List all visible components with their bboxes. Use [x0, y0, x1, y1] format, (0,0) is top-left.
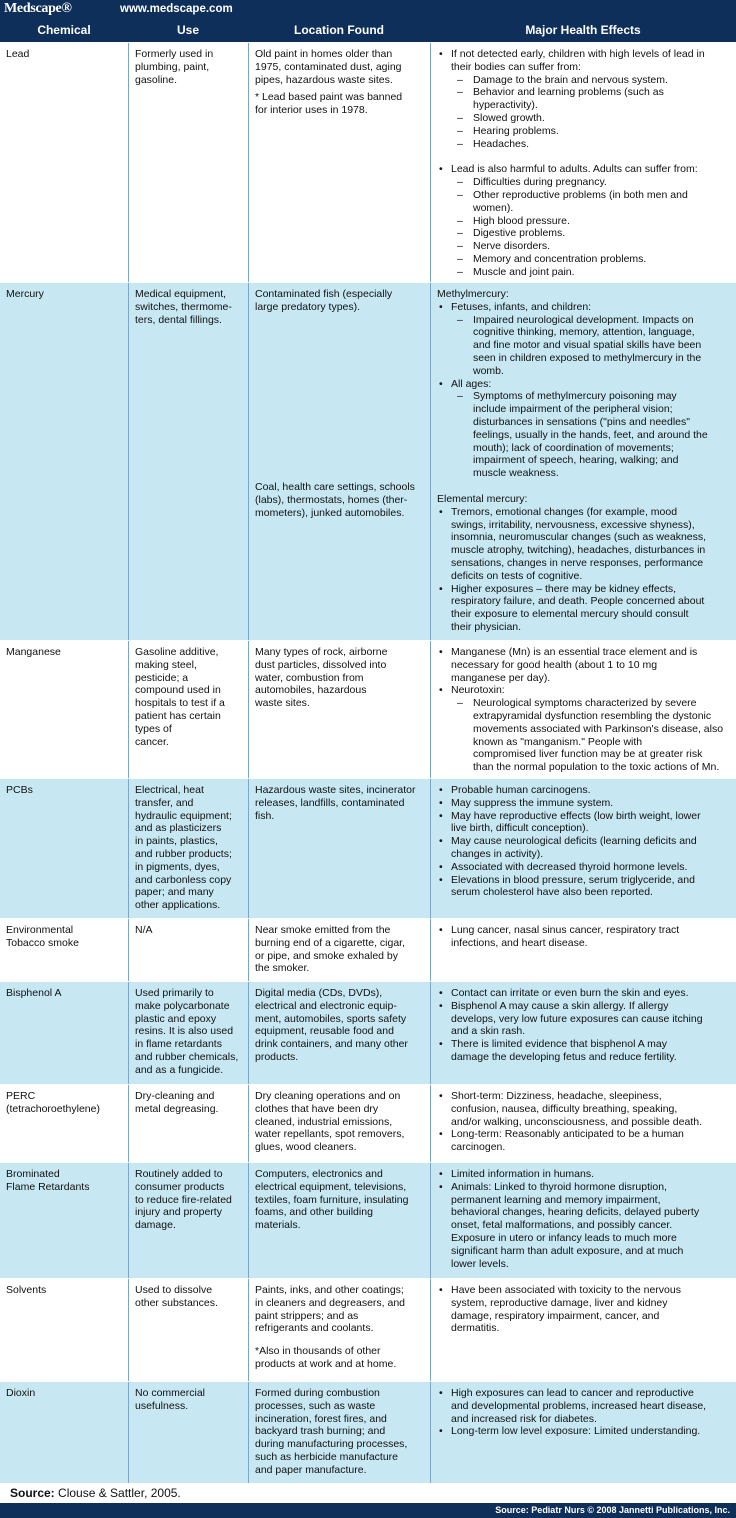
table-row-manganese — [0, 640, 736, 778]
health-effects-cell — [430, 779, 736, 918]
use-cell: Electrical, heat transfer, and hydraulic equipment; and as plasticizers in paints, plastics, and rubber products; in pigments, dyes, and carbonless copy paper; and many other applications. — [128, 779, 248, 918]
col-header-use: Use — [176, 23, 199, 37]
use-cell: Routinely added to consumer products to reduce fire-related injury and property damage. — [128, 1163, 248, 1278]
use-cell: Dry-cleaning and metal degreasing. — [128, 1085, 248, 1162]
use-cell: Used to dissolve other substances. — [128, 1279, 248, 1381]
effect-bullet: • Neurotoxin: — [437, 684, 731, 697]
effect-bullet: • Animals: Linked to thyroid hormone disruption, permanent learning and memory impairment, behavioral changes, hearing deficits, delayed puberty onset, fetal malformations, and possibly cancer. Exposure in utero or infancy leads to much more significant harm than adult exposure, and at much lower levels. — [437, 1181, 731, 1271]
location-cell: Computers, electronics and electrical equipment, televisions, textiles, foam furniture, insulating foams, and other building materials. — [248, 1163, 430, 1278]
health-effects-cell — [430, 1085, 736, 1162]
effect-bullet: • Limited information in humans. — [437, 1168, 731, 1181]
location-cell: Hazardous waste sites, incinerator releases, landfills, contaminated fish. — [248, 779, 430, 918]
effect-subitem: – Hearing problems. — [437, 125, 731, 138]
chemical-cell: Dioxin — [6, 1387, 36, 1399]
footer-credit: Source: Pediatr Nurs © 2008 Jannetti Publications, Inc. — [0, 1503, 736, 1518]
use-cell: Formerly used in plumbing, paint, gasoline. — [128, 43, 248, 282]
effect-subitem: – Slowed growth. — [437, 112, 731, 125]
site-url[interactable]: www.medscape.com — [120, 3, 233, 15]
chemical-cell: Mercury — [6, 288, 44, 300]
chemical-cell: Solvents — [6, 1284, 47, 1296]
source-text: Clouse & Sattler, 2005. — [54, 1486, 181, 1500]
effect-bullet: • Elevations in blood pressure, serum triglyceride, and serum cholesterol have also been reported. — [437, 874, 731, 900]
effect-bullet: • Contact can irritate or even burn the skin and eyes. — [437, 987, 731, 1000]
table-header — [0, 18, 736, 42]
use-cell: Used primarily to make polycarbonate plastic and epoxy resins. It is also used in flame retardants and rubber chemicals, and as a fungicide. — [128, 982, 248, 1084]
effect-subitem: – Muscle and joint pain. — [437, 266, 731, 279]
effect-heading: Elemental mercury: — [437, 492, 528, 505]
health-effects-cell — [430, 641, 736, 778]
effect-bullet: • Lead is also harmful to adults. Adults can suffer from: — [437, 163, 731, 176]
location-cell: Near smoke emitted from the burning end of a cigarette, cigar, or pipe, and smoke exhaled by the smoker. — [248, 919, 430, 981]
effect-bullet: • If not detected early, children with high levels of lead in their bodies can suffer from: — [437, 48, 731, 74]
location-cell — [248, 283, 430, 640]
use-cell: Medical equipment, switches, thermome- ters, dental fillings. — [128, 283, 248, 640]
chemical-cell: PCBs — [6, 784, 33, 796]
table-row-lead — [0, 42, 736, 282]
col-header-health-effects: Major Health Effects — [525, 23, 641, 37]
location-cell: Dry cleaning operations and on clothes that have been dry cleaned, industrial emissions, water repellants, spot removers, glues, wood cleaners. — [248, 1085, 430, 1162]
effect-subitem: – Nerve disorders. — [437, 240, 731, 253]
location-cell: Formed during combustion processes, such as waste incineration, forest fires, and backyard trash burning; and during manufacturing processes, such as herbicide manufacture and paper manufacture. — [248, 1382, 430, 1483]
effect-subitem: – Neurological symptoms characterized by severe extrapyramidal dysfunction resembling the dystonic movements associated with Parkinson's disease, also known as "manganism." People with compromised liver function may be at greater risk than the normal population to the toxic actions of Mn. — [437, 697, 731, 774]
medscape-logo[interactable]: Medscape® — [4, 1, 72, 16]
effect-bullet: • Associated with decreased thyroid hormone levels. — [437, 861, 731, 874]
effect-bullet: • There is limited evidence that bisphenol A may damage the developing fetus and reduce fertility. — [437, 1038, 731, 1064]
effect-subitem: – Behavior and learning problems (such as hyperactivity). — [437, 86, 731, 112]
table-row-pcbs — [0, 778, 736, 918]
effect-bullet: • All ages: — [437, 378, 731, 391]
location-text: Paints, inks, and other coatings; in cleaners and degreasers, and paint strippers; and as refrigerants and coolants. — [255, 1284, 406, 1335]
table-row-bisphenol-a — [0, 981, 736, 1084]
location-cell — [248, 1279, 430, 1381]
effect-bullet: • Probable human carcinogens. — [437, 784, 731, 797]
table-row-dioxin — [0, 1381, 736, 1483]
effect-bullet: • Fetuses, infants, and children: — [437, 301, 731, 314]
effect-bullet: • Long-term low level exposure: Limited understanding. — [437, 1425, 731, 1438]
chemical-cell: Bisphenol A — [6, 987, 62, 999]
effect-subitem: – High blood pressure. — [437, 215, 731, 228]
source-label: Source: — [10, 1486, 55, 1500]
effect-subitem: – Digestive problems. — [437, 227, 731, 240]
location-text: Contaminated fish (especially large predatory types). — [255, 288, 393, 313]
location-cell — [248, 43, 430, 282]
effect-bullet: • May have reproductive effects (low birth weight, lower live birth, difficult conception). — [437, 810, 731, 836]
health-effects-cell — [430, 1279, 736, 1381]
use-cell: Gasoline additive, making steel, pesticide; a compound used in hospitals to test if a patient has certain types of cancer. — [128, 641, 248, 778]
effect-subitem: – Difficulties during pregnancy. — [437, 176, 731, 189]
top-bar — [0, 0, 736, 18]
table-row-mercury — [0, 282, 736, 640]
effect-bullet: • High exposures can lead to cancer and reproductive and developmental problems, increased heart disease, and increased risk for diabetes. — [437, 1387, 731, 1425]
chemical-cell: Lead — [6, 48, 30, 60]
source-citation — [0, 1484, 736, 1502]
col-header-location: Location Found — [294, 23, 384, 37]
table-row-solvents — [0, 1278, 736, 1381]
effect-bullet: • Higher exposures – there may be kidney effects, respiratory failure, and death. People concerned about their exposure to elemental mercury should consult their physician. — [437, 583, 731, 634]
use-cell: N/A — [128, 919, 248, 981]
health-effects-cell — [430, 283, 736, 640]
col-header-chemical: Chemical — [37, 23, 91, 37]
table-row-brominated-flame-retardants — [0, 1162, 736, 1278]
table-row-perc — [0, 1084, 736, 1162]
effect-bullet: • Lung cancer, nasal sinus cancer, respiratory tract infections, and heart disease. — [437, 924, 731, 950]
location-note: *Also in thousands of other products at work and at home. — [255, 1345, 397, 1370]
effect-subitem: – Symptoms of methylmercury poisoning may include impairment of the peripheral vision; disturbances in sensations ("pins and needles" feelings, usually in the hands, feet, and around the mouth); lack of coordination of movements; impairment of speech, hearing, walking; and muscle weakness. — [437, 390, 731, 480]
chemical-cell: Brominated Flame Retardants — [6, 1168, 90, 1193]
health-effects-cell — [430, 1382, 736, 1483]
location-note: * Lead based paint was banned for interior uses in 1978. — [255, 91, 403, 117]
effect-subitem: – Memory and concentration problems. — [437, 253, 731, 266]
location-cell: Digital media (CDs, DVDs), electrical and electronic equip- ment, automobiles, sports safety equipment, reusable food and drink containers, and many other products. — [248, 982, 430, 1084]
effect-subitem: – Other reproductive problems (in both men and women). — [437, 189, 731, 215]
effect-bullet: • May cause neurological deficits (learning deficits and changes in activity). — [437, 835, 731, 861]
effect-bullet: • Have been associated with toxicity to the nervous system, reproductive damage, liver and kidney damage, respiratory impairment, cancer, and dermatitis. — [437, 1284, 731, 1335]
health-effects-cell — [430, 919, 736, 981]
health-effects-cell — [430, 1163, 736, 1278]
effect-heading: Methylmercury: — [437, 288, 509, 300]
effect-subitem: – Impaired neurological development. Impacts on cognitive thinking, memory, attention, language, and fine motor and visual spatial skills have been seen in children exposed to methylmercury in the womb. — [437, 314, 731, 378]
chemical-cell: Manganese — [6, 646, 61, 658]
effect-sublist — [437, 74, 731, 151]
table-row-tobacco-smoke — [0, 918, 736, 981]
location-cell: Many types of rock, airborne dust particles, dissolved into water, combustion from automobiles, hazardous waste sites. — [248, 641, 430, 778]
health-effects-cell — [430, 982, 736, 1084]
use-cell: No commercial usefulness. — [128, 1382, 248, 1483]
health-effects-cell — [430, 43, 736, 282]
location-text: Old paint in homes older than 1975, contaminated dust, aging pipes, hazardous waste sites. — [255, 48, 402, 86]
effect-bullet: • Manganese (Mn) is an essential trace element and is necessary for good health (about 1 to 10 mg manganese per day). — [437, 646, 731, 684]
effect-bullet: • Bisphenol A may cause a skin allergy. If allergy develops, very low future exposures can cause itching and a skin rash. — [437, 1000, 731, 1038]
chemical-cell: PERC (tetrachoroethylene) — [6, 1090, 100, 1115]
effect-bullet: • Tremors, emotional changes (for example, mood swings, irritability, nervousness, excessive shyness), insomnia, neuromuscular changes (such as weakness, muscle atrophy, twitching), headaches, disturbances in sensations, changes in nerve responses, performance deficits on tests of cognitive. — [437, 506, 731, 583]
chemical-cell: Environmental Tobacco smoke — [6, 924, 79, 949]
effect-subitem: – Damage to the brain and nervous system. — [437, 74, 731, 87]
effect-bullet: • Long-term: Reasonably anticipated to be a human carcinogen. — [437, 1128, 731, 1154]
effect-bullet: • May suppress the immune system. — [437, 797, 731, 810]
location-text-2: Coal, health care settings, schools (labs), thermostats, homes (ther- mometers), junked automobiles. — [255, 481, 415, 519]
effect-bullet: • Short-term: Dizziness, headache, sleepiness, confusion, nausea, difficulty breathing, speaking, and/or walking, unconsciousness, and possible death. — [437, 1090, 731, 1128]
effect-subitem: – Headaches. — [437, 138, 731, 151]
effect-sublist — [437, 176, 731, 278]
